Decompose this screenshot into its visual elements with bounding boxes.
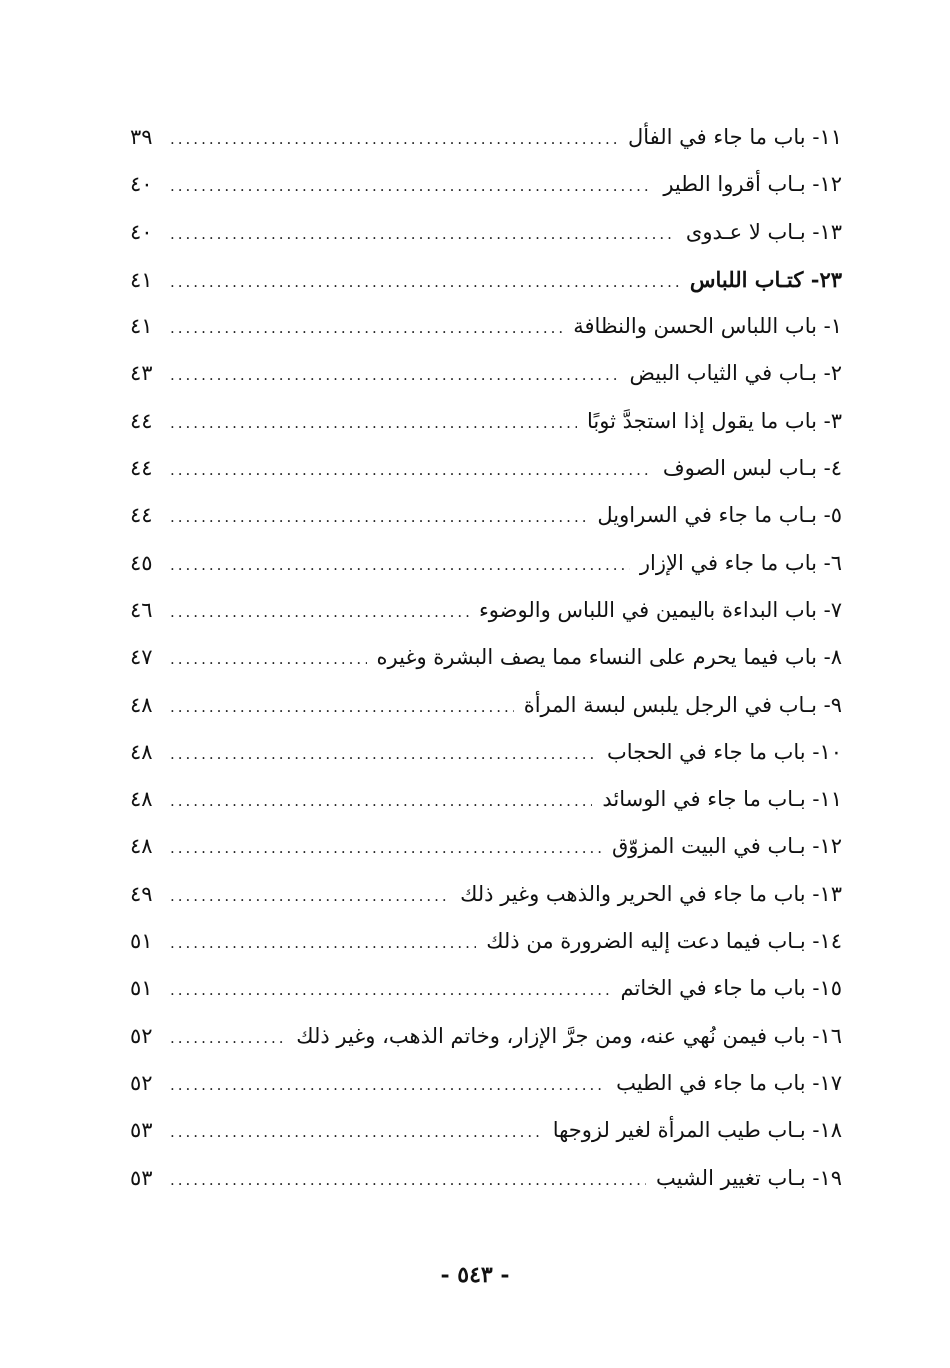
page-number: - ٥٤٣ - — [440, 1262, 510, 1288]
toc-entry-title: ٣- باب ما يقول إذا استجدَّ ثوبًا — [587, 408, 842, 433]
toc-page-number: ٥٢ — [130, 1023, 153, 1048]
toc-page-number: ٤٣ — [130, 361, 153, 386]
toc-entry-title: ١٣- بـاب لا عـدوى — [685, 219, 842, 244]
toc-row — [130, 492, 842, 539]
dot-leader — [170, 873, 450, 920]
toc-row — [130, 303, 842, 350]
toc-entry-title: ٦- باب ما جاء في الإزار — [639, 550, 842, 575]
toc-entry-title: ٤- بـاب لبس الصوف — [662, 456, 842, 481]
toc-row — [130, 114, 842, 161]
toc-entry-title: ٥- بـاب ما جاء في السراويل — [597, 503, 842, 528]
toc-row — [130, 965, 842, 1012]
toc-page-number: ٤٨ — [130, 739, 153, 764]
dot-leader — [170, 684, 514, 731]
toc-page-number: ٤٤ — [130, 456, 153, 481]
toc-entry-title: ٢- بـاب في الثياب البيض — [629, 361, 842, 386]
toc-page-number: ٥١ — [130, 976, 153, 1001]
dot-leader — [170, 305, 563, 352]
toc-chapter-row — [130, 256, 842, 303]
toc-page-number: ٤٤ — [130, 408, 153, 433]
toc-entry-title: ١٤- بـاب فيما دعت إليه الضرورة من ذلك — [486, 929, 842, 954]
toc-page-number: ٤٩ — [130, 881, 153, 906]
dot-leader — [170, 778, 592, 825]
toc-row — [130, 1107, 842, 1154]
dot-leader — [170, 259, 680, 306]
toc-entry-title: ١٢- بـاب في البيت المزوّق — [612, 834, 842, 859]
toc-row — [130, 445, 842, 492]
dot-leader — [170, 447, 653, 494]
toc-row — [130, 1155, 842, 1202]
toc-row — [130, 918, 842, 965]
toc-row — [130, 209, 842, 256]
toc-row — [130, 1013, 842, 1060]
toc-entry-title: ٧- باب البداءة باليمين في اللباس والوضوء — [478, 597, 842, 622]
toc-page-number: ٥٣ — [130, 1118, 153, 1143]
toc-row — [130, 634, 842, 681]
toc-row — [130, 776, 842, 823]
toc-entry-title: ١٨- بـاب طيب المرأة لغير لزوجها — [552, 1118, 842, 1143]
toc-row — [130, 729, 842, 776]
toc-chapter-title: ٢٣- كتـاب اللباس — [689, 266, 842, 292]
dot-leader — [170, 352, 620, 399]
toc-row — [130, 682, 842, 729]
dot-leader — [170, 400, 577, 447]
toc-entry-title: ٨- باب فيما يحرم على النساء مما يصف البشرة وغيره — [376, 645, 842, 670]
toc-row — [130, 350, 842, 397]
toc-row — [130, 540, 842, 587]
toc-row — [130, 161, 842, 208]
dot-leader — [170, 116, 618, 163]
dot-leader — [170, 494, 587, 541]
toc-page-number: ٤٧ — [130, 645, 153, 670]
toc-entry-title: ٩- بـاب في الرجل يلبس لبسة المرأة — [523, 692, 842, 717]
toc-page-number: ٤٦ — [130, 597, 153, 622]
toc-page-number: ٤٨ — [130, 834, 153, 859]
toc-entry-title: ١٩- بـاب تغيير الشيب — [655, 1165, 842, 1190]
toc-row — [130, 823, 842, 870]
toc-row — [130, 1060, 842, 1107]
dot-leader — [170, 825, 602, 872]
toc-entry-title: ١- باب اللباس الحسن والنظافة — [573, 314, 842, 339]
toc-page-number: ٤٥ — [130, 550, 153, 575]
dot-leader — [170, 1109, 543, 1156]
dot-leader — [170, 163, 653, 210]
toc-page-number: ٤١ — [130, 267, 153, 292]
toc-page-number: ٤٠ — [130, 219, 153, 244]
toc-page-number: ٤٠ — [130, 172, 153, 197]
dot-leader — [170, 967, 611, 1014]
dot-leader — [170, 731, 597, 778]
toc-row — [130, 587, 842, 634]
toc-page-number: ٤٨ — [130, 692, 153, 717]
toc-page-number: ٣٩ — [130, 125, 153, 149]
dot-leader — [170, 589, 469, 636]
toc-entry-title: ١٢- بـاب أقروا الطير — [663, 172, 842, 197]
dot-leader — [170, 1157, 646, 1204]
toc-entry-title: ١٥- باب ما جاء في الخاتم — [620, 976, 842, 1001]
toc-entry-title: ١٣- باب ما جاء في الحرير والذهب وغير ذلك — [460, 881, 842, 906]
toc-entry-title: ١١- بـاب ما جاء في الوسائد — [602, 787, 842, 812]
toc-entry-title: ١٧- باب ما جاء في الطيب — [616, 1070, 842, 1095]
table-of-contents — [130, 114, 842, 1202]
dot-leader — [170, 920, 476, 967]
dot-leader — [170, 1062, 606, 1109]
toc-row — [130, 871, 842, 918]
dot-leader — [170, 542, 630, 589]
toc-page-number: ٤٨ — [130, 787, 153, 812]
toc-entry-title: ١٠- باب ما جاء في الحجاب — [606, 739, 842, 764]
toc-row — [130, 398, 842, 445]
toc-entry-title: ١٦- باب فيمن نُهي عنه، ومن جرَّ الإزار، وخاتم الذهب، وغير ذلك — [296, 1023, 842, 1048]
toc-entry-title: ١١- باب ما جاء في الفأل — [627, 125, 842, 149]
dot-leader — [170, 211, 676, 258]
toc-page-number: ٥٢ — [130, 1070, 153, 1095]
toc-page-number: ٥١ — [130, 929, 153, 954]
toc-page-number: ٥٣ — [130, 1165, 153, 1190]
toc-page-number: ٤٤ — [130, 503, 153, 528]
toc-page-number: ٤١ — [130, 314, 153, 339]
dot-leader — [170, 636, 367, 683]
dot-leader — [170, 1015, 286, 1062]
